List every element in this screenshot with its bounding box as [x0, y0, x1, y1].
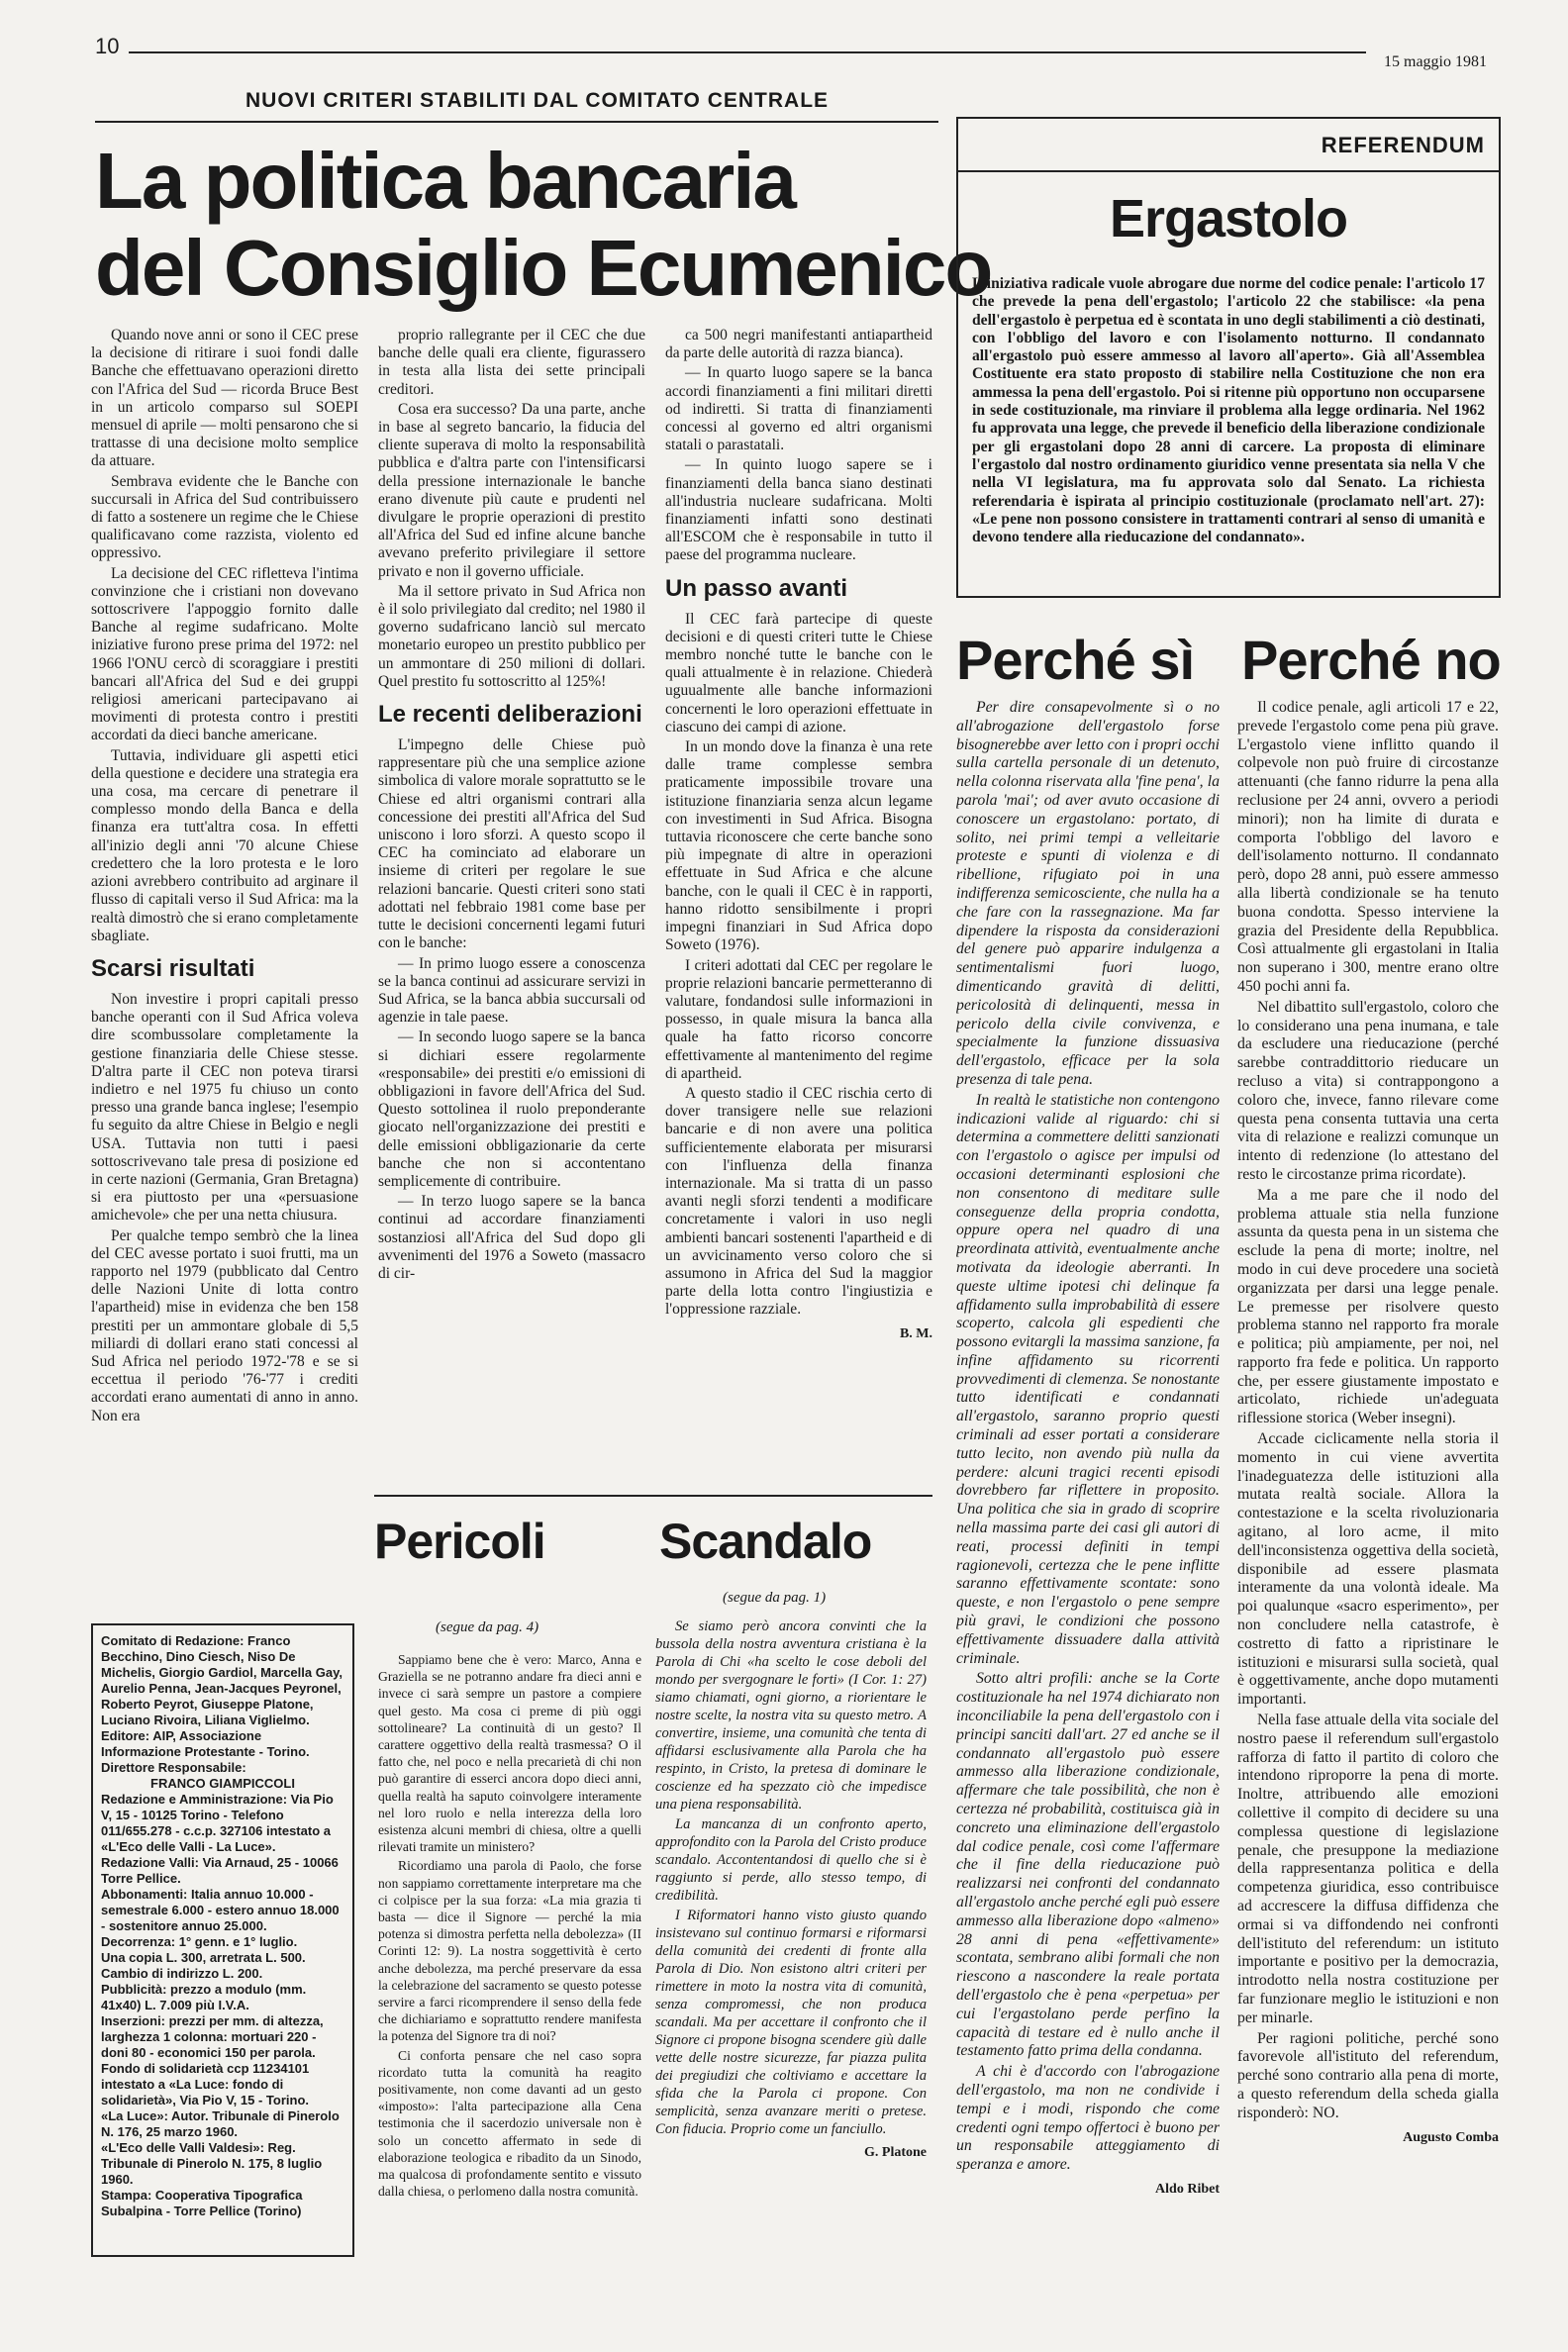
paragraph: In realtà le statistiche non contengono indicazioni valide al riguardo: chi si determina a commettere delitti sanzionati con l'ergastolo o agisce per impulsi od occasioni determinanti esplosioni che non consentono di meditare sulle conseguenze della propria condotta, oppure opera nel quadro di una preordinata attività, eventualmente anche motivata da ideologie aberranti. In queste ultime ipotesi chi delinque fa affidamento sulla improbabilità di essere scoperto, calcola gli espedienti che possono evitargli la massima sanzione, fa infine affidamento su ricorrenti provvedimenti di clemenza. Se nonostante tutto identificati e condannati all'ergastolo, saranno proprio questi criminali ad esser portati a considerare tutto lecito, non avendo più nulla da perdere: alcuni tragici recenti episodi dovrebbero far riflettere in proposito. Una politica che sia in grado di scoprire nella massima parte dei casi gli autori di reati, processi definiti in tempi ragionevoli, certezza che le pene inflitte saranno effettivamente scontate: sono queste, e non l'ergastolo o pene sempre più gravi, le condizioni che possono effettivamente dissuadere dalla attività criminale.	[956, 1091, 1220, 1667]
masthead-address: Redazione e Amministrazione: Via Pio V, 15 - 10125 Torino - Telefono 011/655.278 - c.c.p. 327106 intestato a «L'Eco delle Valli - La Luce».	[101, 1792, 334, 1854]
masthead-valli: Redazione Valli: Via Arnaud, 25 - 10066 Torre Pellice.	[101, 1855, 339, 1886]
pericoli-body	[378, 1651, 641, 2295]
paragraph: Per dire consapevolmente sì o no all'abrogazione dell'ergastolo forse bisognerebbe aver letto con i propri occhi sulla cartella personale di un detenuto, nella colonna riservata alla 'fine pena', la parola 'mai'; od aver avuto occasione di conoscere un ergastolano: portato, di solito, nei primi tempi a velleitarie proteste e spunti di violenza e di ribellione, rifugiato poi in una indifferenza semicosciente, che nulla ha a che fare con la rassegnazione. Ma far dipendere la risposta da considerazioni del genere può apparire indulgenza a sentimentalismi fuori luogo, dimenticando gravità di delitti, pericolosità di delinquenti, messa in pericolo della civile convivenza, e specialmente la funzione dissuasiva dell'ergastolo, efficace per la sola presenza di tale pena.	[956, 699, 1220, 1088]
header-rule	[129, 51, 1366, 53]
masthead-printer: Stampa: Cooperativa Tipografica Subalpina - Torre Pellice (Torino)	[101, 2188, 303, 2218]
paragraph: In un mondo dove la finanza è una rete dalle trame complesse sembra praticamente impossibile trovare una istituzione finanziaria senza alcun legame con investimenti in Sud Africa. Bisogna tuttavia riconoscere che certe banche sono più impegnate di altre in operazioni effettuate in Sud Africa e che alcune banche, con le quali il CEC è in rapporti, hanno ridotto sensibilmente i propri impegni finanziari in Sud Africa dopo Soweto (1976).	[665, 738, 932, 954]
perche-si-body	[956, 699, 1220, 2332]
paragraph: Ricordiamo una parola di Paolo, che forse non sappiamo correttamente interpretare ma che ci colpisce per la sua forza: «La mia grazia ti basta — dice il Signore — perché la mia potenza si dimostra perfetta nella debolezza» (II Corinti 12: 9). La nostra soggettività è certo anche debolezza, ma perché preservare da essa la celebrazione del sacramento se questo potesse servire a farci ricomprendere il senso della fede che dichiariamo e soprattutto rendere manifesta la potenza del Signore tra di noi?	[378, 1858, 641, 2044]
paragraph: A chi è d'accordo con l'abrogazione dell'ergastolo, ma non ne condivide i tempi e i modi, rispondo che come credenti ogni tempo offertoci è buono per un responsabile atteggiamento di speranza e amore.	[956, 2063, 1220, 2174]
left-article-col-3	[665, 327, 932, 1490]
paragraph: A questo stadio il CEC rischia certo di dover transigere nelle sue relazioni bancarie e di non avere una politica sufficientemente elaborata per misurarsi con l'influenza della finanza internazionale. Ma si tratta di un passo avanti negli sforzi tendenti a modificare concretamente i valori in uso negli ambienti bancari sostenenti l'apartheid e di un avvicinamento verso coloro che si assumono in Africa del Sud la maggior parte della lotta contro l'ingiustizia e l'oppressione razziale.	[665, 1084, 932, 1319]
paragraph: Ma il settore privato in Sud Africa non è il solo privilegiato dal credito; nel 1980 il governo sudafricano lanciò sul mercato monetario europeo un prestito pubblico per un ammontare di 250 milioni di dollari. Quel prestito fu sottoscritto al 125%!	[378, 582, 645, 690]
scandalo-title: Scandalo	[659, 1514, 872, 1569]
scandalo-follow: (segue da pag. 1)	[723, 1590, 827, 1606]
masthead-address-change: Cambio di indirizzo L. 200.	[101, 1966, 263, 1981]
kicker-rule	[95, 121, 938, 123]
paragraph: Per ragioni politiche, perché sono favorevole all'istituto del referendum, perché sono contrario alla pena di morte, a questo referendum della scheda gialla risponderò: NO.	[1237, 2029, 1499, 2121]
masthead-subscriptions: Abbonamenti: Italia annuo 10.000 - semestrale 6.000 - estero annuo 18.000 - sostenitore annuo 25.000.	[101, 1887, 340, 1933]
paragraph: L'impegno delle Chiese può rappresentare più che una semplice azione simbolica di valore morale soprattutto se le Chiese ed altri organismi contrari alla concessione dei prestiti all'Africa del Sud uniscono i loro sforzi. A questo scopo il CEC ha cominciato ad elaborare un insieme di criteri per regolare le sue relazioni bancarie. Questi criteri sono stati adottati nel febbraio 1981 come base per tutte le decisioni concernenti legami futuri con le banche:	[378, 736, 645, 952]
paragraph: Sembrava evidente che le Banche con succursali in Africa del Sud contribuissero di fatto a sostenere un regime che le Chiese qualificavano come razzista, violento ed oppressivo.	[91, 472, 358, 562]
left-article-col-2	[378, 327, 645, 1470]
referendum-title: Ergastolo	[1109, 189, 1348, 248]
paragraph: I criteri adottati dal CEC per regolare le proprie relazioni bancarie permetteranno di valutare, fondandosi sulle informazioni in possesso, in quale misura la banca alla quale ha fatto ricorso concorre effettivamente al mantenimento del regime di apartheid.	[665, 956, 932, 1082]
masthead-start: Decorrenza: 1° genn. e 1° luglio.	[101, 1934, 298, 1949]
paragraph: Nel dibattito sull'ergastolo, coloro che lo considerano una pena inumana, e tale da escludere una rieducazione (perché sarebbe contraddittorio rieducare un recluso a vita) si contrappongono a coloro che, invece, fanno rilevare come questa pena consenta tuttavia una certa vita di relazione e realizzi comunque un intento di redenzione (lo attestano del resto le circostanze prima ricordate).	[1237, 998, 1499, 1183]
article-kicker: NUOVI CRITERI STABILITI DAL COMITATO CENTRALE	[245, 89, 830, 112]
issue-date: 15 maggio 1981	[1384, 53, 1487, 70]
scandalo-signature: G. Platone	[864, 2145, 927, 2160]
headline-line-1: La politica bancaria	[95, 137, 795, 225]
masthead-box	[91, 1623, 354, 2257]
masthead-eco-reg: «L'Eco delle Valli Valdesi»: Reg. Tribunale di Pinerolo N. 175, 8 luglio 1960.	[101, 2140, 323, 2187]
perche-no-body	[1237, 699, 1499, 2332]
paragraph: ca 500 negri manifestanti antiapartheid da parte delle autorità di razza bianca).	[665, 327, 932, 362]
masthead-publisher: Editore: AIP, Associazione Informazione Protestante - Torino.	[101, 1728, 310, 1759]
paragraph: — In terzo luogo sapere se la banca continui ad accordare finanziamenti sostanziosi all'Africa del Sud dopo gli avvenimenti del 1976 a Soweto (massacro di cir-	[378, 1193, 645, 1282]
masthead-copy-price: Una copia L. 300, arretrata L. 500.	[101, 1950, 306, 1965]
masthead-committee: Comitato di Redazione: Franco Becchino, Dino Ciesch, Niso De Michelis, Giorgio Gardiol, Marcella Gay, Aurelio Penna, Jean-Jacques Peyronel, Roberto Peyrot, Giuseppe Platone, Luciano Rivoira, Liliana Viglielmo.	[101, 1633, 343, 1727]
left-article-col-1	[91, 327, 358, 1564]
paragraph: La decisione del CEC rifletteva l'intima convinzione che i cristiani non dovevano sottoscrivere l'appoggio fornito dalle Banche al regime sudafricano. Molte iniziative furono prese prima del 1972: nel 1966 l'ONU cercò di scoraggiare i prestiti bancari all'Africa del Sud e dei gruppi religiosi americani partecipavano ai movimenti di protesta contro i prestiti accordati da dieci banche americane.	[91, 564, 358, 744]
paragraph: — In secondo luogo sapere se la banca si dichiari essere regolarmente «responsabile» dei prestiti e/o emissioni di obbligazioni in favore dell'Africa del Sud. Questo sottolinea il ruolo preponderante giocato nell'organizzazione dei prestiti e delle emissioni obbligazionarie da certe banche che non si accontentano semplicemente di contribuire.	[378, 1029, 645, 1190]
masthead-luce-reg: «La Luce»: Autor. Tribunale di Pinerolo N. 176, 25 marzo 1960.	[101, 2108, 340, 2139]
paragraph: Accade ciclicamente nella storia il momento in cui viene avvertita l'inadeguatezza delle istituzioni alla mutata realtà sociale. Allora la contestazione e la scelta rivoluzionaria agitano, al loro acme, il mito dell'inconsistenza oggettiva della società, disponibile ad essere plasmata interamente da una volontà ideale. Ma poi qualunque «sacro esperimento», per non concludere nella catastrofe, è costretto di fatto a ripristinare le istituzioni e misurarsi sulla società, qual è oggettivamente, anche dopo mutamenti importanti.	[1237, 1430, 1499, 1709]
scandalo-body	[655, 1617, 927, 2310]
paragraph: Se siamo però ancora convinti che la bussola della nostra avventura cristiana è la Parola di Chi «ha scelto le cose deboli del mondo per svergognare le forti» (I Cor. 1: 27) siamo chiamati, ogni giorno, a riorientare le nostre scelte, la nostra vita su questo metro. A convertire, insieme, una comunità che tenta di affidarsi esclusivamente alla Parola che ha respinto, in Cristo, la pretesa di dominare le coscienze ed ha spezzato ciò che impediscе una piena responsabilità.	[655, 1618, 927, 1813]
paragraph: Non investire i propri capitali presso banche operanti con il Sud Africa voleva dire scombussolare completamente la gestione finanziaria delle Chiese stesse. D'altra parte il CEC non poteva tirarsi indietro e nel 1975 fu chiuso un conto presso una grande banca inglese; l'esempio fu seguito da altre Chiese in Belgio e negli USA. Tuttavia non tutti i paesi sottoscrivevano tale presa di posizione ed in certe nazioni (Germania, Gran Bretagna) si era piuttosto per una «persuasione amichevole» che per una netta chiusura.	[91, 990, 358, 1225]
referendum-box	[956, 117, 1501, 598]
subheading: Scarsi risultati	[91, 954, 255, 982]
paragraph: I Riformatori hanno visto giusto quando insistevano sul continuo formarsi e riformarsi della comunità dei credenti di fronte alla Parola di Dio. Non esistono altri criteri per rimettere in moto la nostra vita di comunità, senza compromessi, che non produca scandali. Ma per accettare il confronto che il Signore ci propone bisogna scendere giù dalle vette delle nostre sicurezze, far piazza pulita dei pregiudizi che coltiviamo e accettare la sfida che la Parola ci propone. Con semplicità, senza avanzare meriti o pretese. Con fiducia. Proprio come un fanciullo.	[655, 1908, 927, 2137]
article-signature: B. M.	[899, 1325, 932, 1341]
paragraph: La mancanza di un confronto aperto, approfondito con la Parola del Cristo produce scandalo. Accontentandosi di quello che si è raggiunto si perde, allo stesso tempo, di credibilità.	[655, 1816, 927, 1904]
paragraph: Ci conforta pensare che nel caso sopra ricordato tutta la comunità ha reagito positivamente, non come davanti ad un gesto «imposto»: l'alta partecipazione alla Cena testimonia che il sacerdozio universale non è solo un concetto affermato in sede di elaborazione teologica e ribadito da un Sinodo, ma qualcosa di profondamente sentito e vissuto dalla chiesa, o perlomeno dalla nostra comunità.	[378, 2047, 641, 2200]
paragraph: Sappiamo bene che è vero: Marco, Anna e Graziella se ne potranno andare fra dieci anni e invece ci sarà sempre un pastore a compiere quel gesto. Ma cosa ci preme di più oggi sottolineare? La continuità di un gesto? Il carattere oggettivo della realtà trasmessa? O il fatto che, nel poco e nella precarietà di chi non può garantire di esserci ancora dopo dieci anni, quella realtà ha saputo coinvolgere interamente nel loro ruolo e nella interezza della loro esistenza alcuni membri di chiesa, oltre a quelli rilevati tramite un ministero?	[378, 1652, 641, 1855]
perche-si-signature: Aldo Ribet	[1155, 2181, 1220, 2197]
paragraph: Per qualche tempo sembrò che la linea del CEC avesse portato i suoi frutti, ma un rapporto nel 1979 (pubblicato dal Centro delle Nazioni Unite di lotta contro l'apartheid) mise in evidenza che ben 158 prestiti per un ammontare globale di 5,5 miliardi di dollari erano stati concessi al Sud Africa nel periodo 1972-'78 e se si eccettua il periodo '76-'77 i crediti accordati erano aumentati di anno in anno. Non era	[91, 1226, 358, 1424]
paragraph: Quando nove anni or sono il CEC prese la decisione di ritirare i suoi fondi dalle Banche che effettuavano operazioni diretto con l'Africa del Sud — ricorda Bruce Best in un articolo comparso sul SOEPI mensuel di aprile — molti pensarono che si trattasse di una decisione molto semplice da attuare.	[91, 327, 358, 470]
referendum-intro: L'iniziativa radicale vuole abrogare due norme del codice penale: l'articolo 17 che prevede la pena dell'ergastolo; l'articolo 22 che stabilisce: «la pena dell'ergastolo è perpetua ed è scontata in uno degli stabilimenti a ciò destinati, con l'obbligo del lavoro e con l'isolamento notturno. Il condannato all'ergastolo può essere ammesso al lavoro all'aperto». Già all'Assemblea Costituente era stato proposto di stabilire nella Costituzione che non era ammessa la pena dell'ergastolo. Poi si ritenne più opportuno non occuparsene in sede costituzionale, ma rinviare il problema alla legge ordinaria. Nel 1962 fu approvata una legge, che prevede il beneficio della liberazione condizionale per gli ergastolani dopo 28 anni di carcere. La proposta di eliminare l'ergastolo dal nostro ordinamento giuridico venne presentata sia nella V che nella VI legislatura, ma fu approvata solo dal Senato. La richiesta referendaria è ispirata al principio costituzionale (proclamato nell'art. 27): «Le pene non possono consistere in trattamenti contrari al senso di umanità e devono tendere alla rieducazione del condannato».	[972, 275, 1485, 546]
masthead-director-name: FRANCO GIAMPICCOLI	[150, 1776, 295, 1791]
paragraph: Il codice penale, agli articoli 17 e 22, prevede l'ergastolo come pena più grave. L'ergastolo viene inflitto quando il colpevole non può fruire di circostanze attenuanti (che fanno ridurre la pena alla reclusione per 24 anni, ovvero a periodi minori); non ha limite di durata e comporta l'obbligo del lavoro e dell'isolamento notturno. Il condannato però, dopo 28 anni, può essere ammesso alla libertà condizionale se ha tenuto buona condotta. Spesso interviene la grazia del Presidente della Repubblica. Così attualmente gli ergastolani in Italia non superano i 300, mentre erano oltre 450 pochi anni fa.	[1237, 699, 1499, 995]
perche-si-title: Perché sì	[956, 629, 1195, 691]
referendum-label: REFERENDUM	[1321, 133, 1485, 157]
paragraph: Sotto altri profili: anche se la Corte costituzionale ha nel 1974 dichiarato non inconciliabile la pena dell'ergastolo con i principi sanciti dall'art. 27 ed anche se il condannato all'ergastolo può essere ammesso alla liberazione condizionale, affermare che tale possibilità, che non è certezza né probabilità, costituisca già in concreto una eliminazione dell'ergastolo dal codice penale, così come l'affermare che il fine della rieducazione può realizzarsi nei confronti del condannato all'ergastolo anche perché egli può essere ammesso alla liberazione dopo «almeno» 28 anni di pena «effettivamente» scontata, sembrano alibi formali che non riescono a nascondere la reale portata dell'ergastolo che è pena «perpetua» per cui l'ergastolano perde perfino la capacità di testare ed è nullo anche il testamento fatto prima della condanna.	[956, 1670, 1220, 2060]
headline-line-2: del Consiglio Ecumenico	[95, 224, 992, 312]
masthead-ads: Pubblicità: prezzo a modulo (mm. 41x40) L. 7.009 più I.V.A.	[101, 1982, 307, 2012]
paragraph: proprio rallegrante per il CEC che due banche delle quali era cliente, figurassero in testa alla lista dei sette principali creditori.	[378, 327, 645, 398]
subheading: Un passo avanti	[665, 574, 848, 602]
paragraph: Ma a me pare che il nodo del problema attuale stia nella funzione assunta da questa pena in un sistema che esclude la pena di morte; inoltre, nel modo in cui deve procedere una società organizzata per darsi una legge penale. Le premesse per risolvere questo problema stanno nel rapporto fra morale e politica; più ampiamente, per noi, nel rapporto fra fede e politica. Un rapporto che, per essere giustamente impostato e articolato, richiede un'adeguata riflessione storica (Weber insegni).	[1237, 1186, 1499, 1427]
masthead-director-label: Direttore Responsabile:	[101, 1760, 246, 1775]
paragraph: Tuttavia, individuare gli aspetti etici della questione e decidere una strategia era una cosa, ma cercare di penetrare il complesso mondo della Banca e della finanza era tutt'altra cosa. In effetti all'inizio degli anni '70 alcune Chiese credettero che la loro protesta e le loro azioni avrebbero contribuito ad arginare il flusso di capitali verso il Sud Africa: ma la realtà dimostrò che si erano completamente sbagliate.	[91, 746, 358, 944]
subheading: Le recenti deliberazioni	[378, 701, 642, 729]
referendum-rule	[958, 170, 1499, 172]
masthead-solidarity-fund: Fondo di solidarietà ccp 11234101 intestato a «La Luce: fondo di solidarietà», Via Pio V, 15 - Torino.	[101, 2061, 310, 2107]
masthead-insertions: Inserzioni: prezzi per mm. di altezza, larghezza 1 colonna: mortuari 220 - doni 80 - economici 150 per parola.	[101, 2013, 324, 2060]
paragraph: Nella fase attuale della vita sociale del nostro paese il referendum sull'ergastolo rafforza di fatto il partito di coloro che intendono riproporre la pena di morte. Inoltre, attribuendo alle emozioni collettive il compito di decidere su una complessa questione di legislazione penale, che presuppone la mediazione della rappresentanza politica e della competenza giuridica, esso contribuisce ad accrescere la diffusa diffidenza che ormai si va diffondendo nei confronti dell'istituto del referendum: un istituto importante e positivo per la democrazia, introdotto nella nostra costituzione per far funzionare meglio le istituzioni e non per minarle.	[1237, 1712, 1499, 2026]
paragraph: Cosa era successo? Da una parte, anche in base al segreto bancario, la fiducia del cliente superava di molto la responsabilità pubblica e d'altra parte con l'intensificarsi della pressione internazionale le banche erano divenute più caute e prudenti nel divulgare le proprie operazioni di prestito all'Africa del Sud ed infine alcune banche avevano preferito privilegiare il settore privato e non il governo ufficiale.	[378, 400, 645, 580]
paragraph: — In quinto luogo sapere se i finanziamenti della banca siano destinati all'industria nucleare sudafricana. Molti finanziamenti infatti sono destinati all'ESCOM che è responsabile in tutto il paese del programma nucleare.	[665, 456, 932, 564]
pericoli-follow: (segue da pag. 4)	[436, 1619, 539, 1635]
perche-no-signature: Augusto Comba	[1403, 2129, 1499, 2145]
perche-no-title: Perché no	[1241, 629, 1501, 691]
paragraph: Il CEC farà partecipe di queste decisioni e di questi criteri tutte le Chiese membro nonché tutte le banche con le quali attualmente è in relazione. Chiederà uguualmente alle banche informazioni concernenti le loro operazioni effettuate in ciascuno dei campi di azione.	[665, 610, 932, 735]
section-rule	[374, 1495, 932, 1497]
pericoli-title: Pericoli	[374, 1514, 545, 1569]
paragraph: — In quarto luogo sapere se la banca accordi finanziamenti a fini militari diretti od indiretti. Si tratta di finanziamenti concessi al governo ed altri organismi statali o parastatali.	[665, 364, 932, 454]
paragraph: — In primo luogo essere a conoscenza se la banca continui ad assicurare servizi in Sud Africa, se la banca abbia succursali od agenzie in tale paese.	[378, 954, 645, 1027]
page-number: 10	[95, 34, 120, 58]
